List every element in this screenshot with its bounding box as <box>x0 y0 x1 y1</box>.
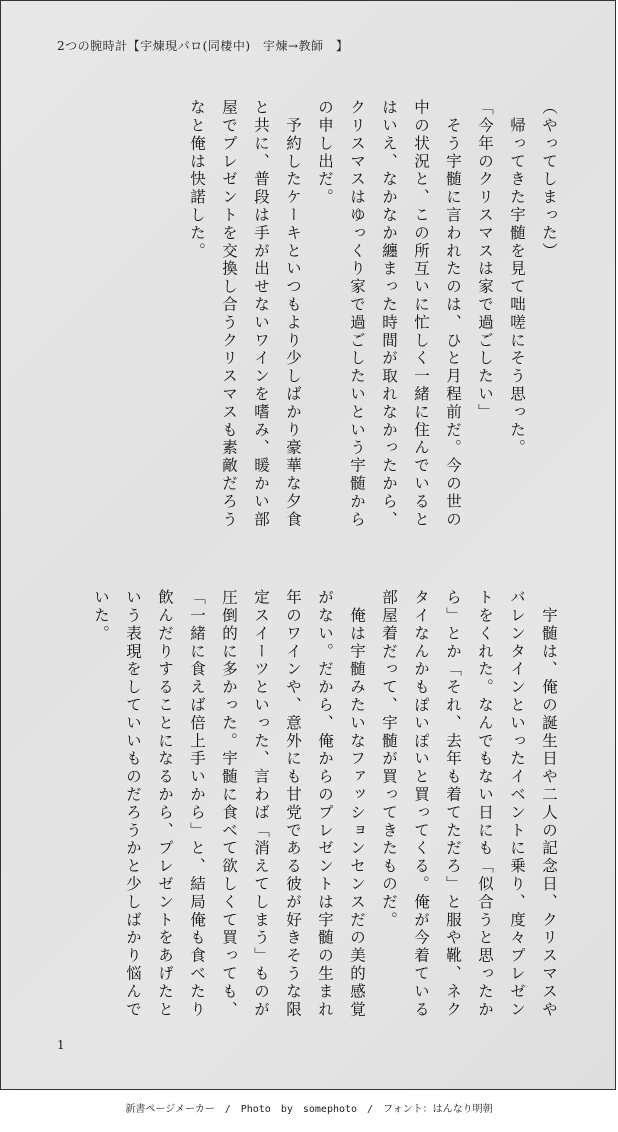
paragraph: そう宇髄に言われたのは、ひと月程前だ。今の世の中の状況と、この所互いに忙しく一緒に住んでいるとはいえ、なかなか纏まった時間が取れなかったから、クリスマスはゆっくり家で過ごしたいという宇髄からの申し出だ。 <box>316 99 462 529</box>
page-number: 1 <box>57 1038 65 1052</box>
paragraph: 予約したケーキといつもより少しばかり豪華な夕食と共に、普段は手が出せないワインを嗜み、暖かい部屋でプレゼントを交換し合うクリスマスも素敵だろうなと俺は快諾した。 <box>188 99 302 529</box>
page-header-title: 2つの腕時計【宇煉現パロ(同棲中) 宇煉→教師 】 <box>57 39 349 53</box>
paragraph: 帰ってきた宇髄を見て咄嗟にそう思った。 <box>508 99 526 457</box>
paragraph: 「今年のクリスマスは家で過ごしたい」 <box>476 99 494 422</box>
paragraph: （やってしまった） <box>540 99 558 261</box>
paragraph: 俺は宇髄みたいなファッションセンスだの美的感覚がない。だから、俺からのプレゼントは宇髄の生まれ年のワインや、意外にも甘党である彼が好きそうな限定スイーツといった、言わば「消えてしまう」ものが圧倒的に多かった。宇髄に食べて欲しくて買っても、「一緒に食えば倍上手いから」と、結局俺も食べたり飲んだりすることになるから、プレゼントをあげたという表現をしていいものだろうかと少しばかり悩んでいた。 <box>92 589 366 1019</box>
footer-credits: 新書ページメーカー / Photo by somephoto / フォント：はんなり明朝 <box>125 1104 493 1115</box>
paragraph: 宇髄は、俺の誕生日や二人の記念日、クリスマスやバレンタインといったイベントに乗り、度々プレゼントをくれた。なんでもない日にも「似合うと思ったから」とか「それ、去年も着てただろ」と服や靴、ネクタイなんかもぽいぽいと買ってくる。俺が今着ている部屋着だって、宇髄が買ってきたものだ。 <box>380 589 558 1019</box>
upper-text-block <box>55 99 565 529</box>
lower-text-block <box>55 589 565 1019</box>
